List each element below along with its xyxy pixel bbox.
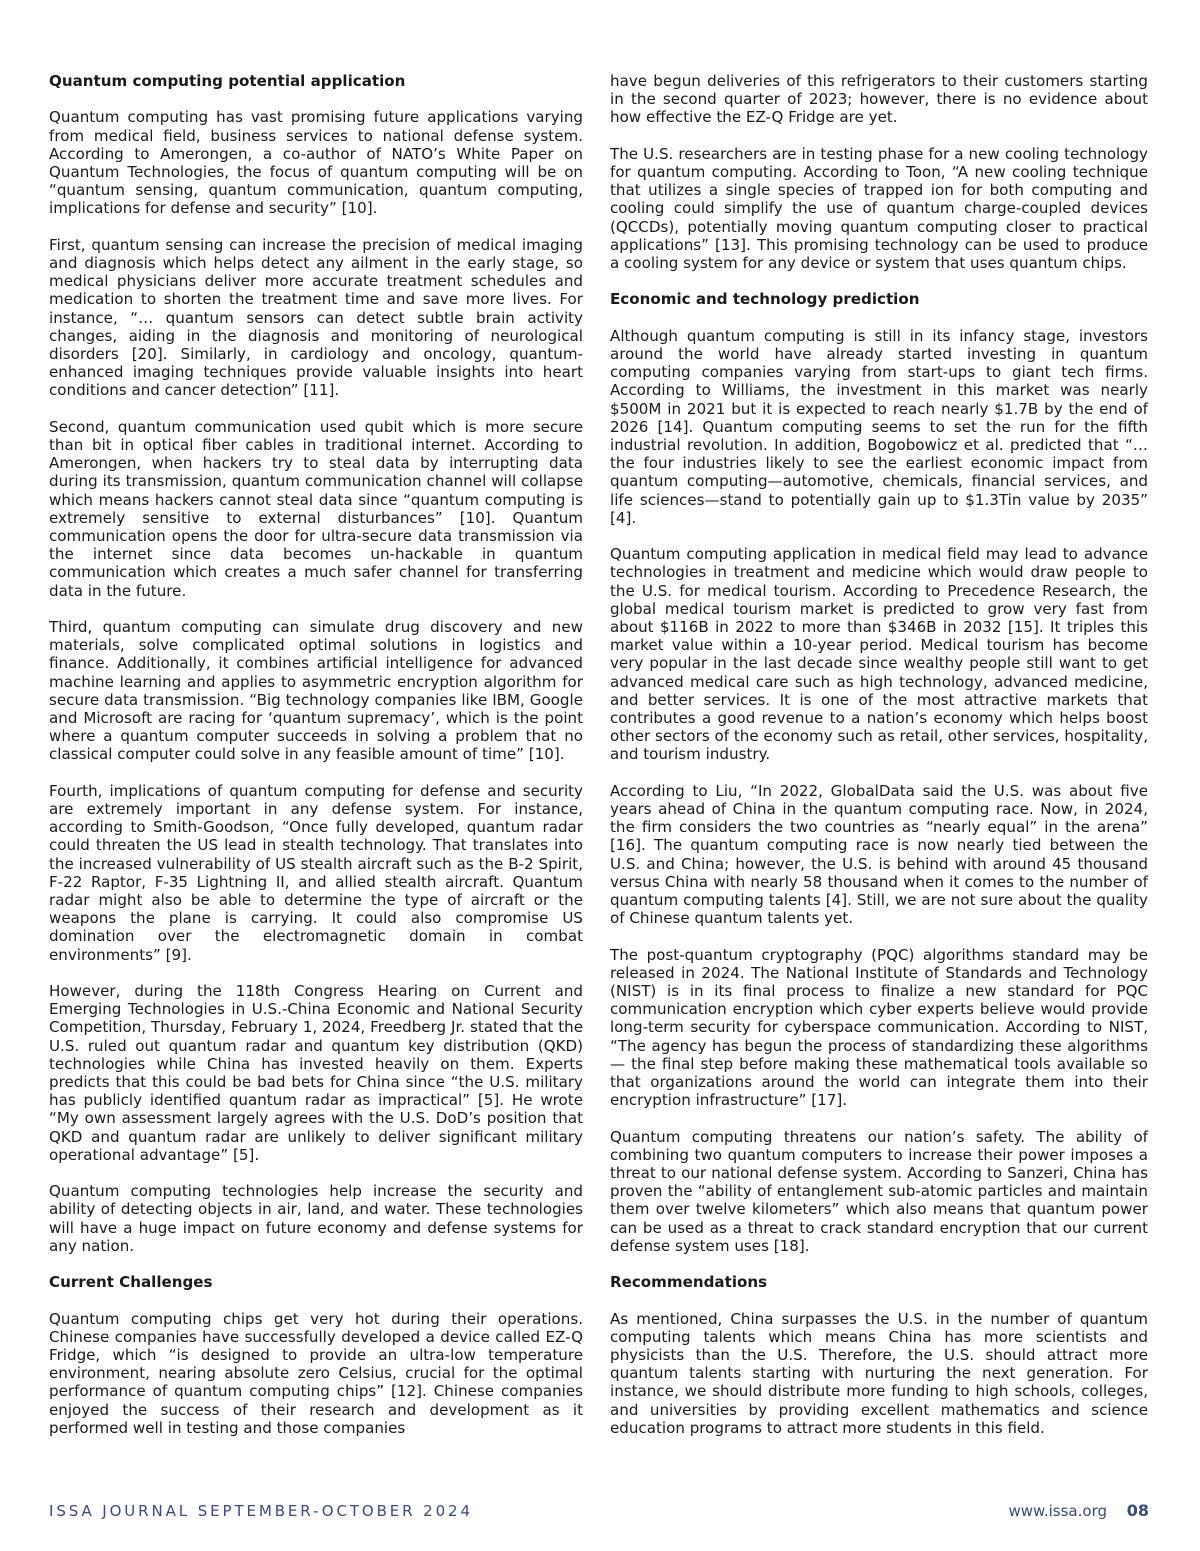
- paragraph: have begun deliveries of this refrigerators to their customers starting in the second quarter of 2023; however, there is no evidence about how effective the EZ-Q Fridge are yet.: [610, 72, 1148, 127]
- paragraph: Quantum computing technologies help increase the security and ability of detecting objects in air, land, and water. These technologies will have a huge impact on future economy and defense systems for any nation.: [49, 1182, 583, 1255]
- left-column: [49, 72, 583, 1455]
- paragraph: The post-quantum cryptography (PQC) algorithms standard may be released in 2024. The National Institute of Standards and Technology (NIST) is in its final process to finalize a new standard for PQC communication encryption which cyber experts believe would provide long-term security for cyberspace communication. According to NIST, “The agency has begun the process of standardizing these algorithms — the final step before making these mathematical tools available so that organizations around the world can integrate them into their encryption infrastructure” [17].: [610, 945, 1148, 1110]
- paragraph: Third, quantum computing can simulate drug discovery and new materials, solve complicated optimal solutions in logistics and finance. Additionally, it combines artificial intelligence for advanced machine learning and applies to asymmetric encryption algorithm for secure data transmission. “Big technology companies like IBM, Google and Microsoft are racing for ‘quantum supremacy’, which is the point where a quantum computer succeeds in solving a problem that no classical computer could solve in any feasible amount of time” [10].: [49, 618, 583, 764]
- page-footer: [49, 1502, 1149, 1524]
- journal-title: ISSA JOURNAL SEPTEMBER-OCTOBER 2024: [49, 1502, 473, 1520]
- paragraph: Quantum computing application in medical field may lead to advance technologies in treatment and medicine which would draw people to the U.S. for medical tourism. According to Precedence Research, the global medical tourism market is predicted to grow very fast from about $116B in 2022 to more than $346B in 2032 [15]. It triples this market value within a 10-year period. Medical tourism has become very popular in the last decade since wealthy people still want to get advanced medical care such as high technology, advanced medicine, and better services. It is one of the most attractive markets that contributes a good revenue to a nation’s economy which helps boost other sectors of the economy such as retail, other services, hospitality, and tourism industry.: [610, 545, 1148, 764]
- paragraph: Quantum computing chips get very hot during their operations. Chinese companies have successfully developed a device called EZ-Q Fridge, which “is designed to provide an ultra-low temperature environment, nearing absolute zero Celsius, crucial for the optimal performance of quantum computing chips” [12]. Chinese companies enjoyed the success of their research and development as it performed well in testing and those companies: [49, 1309, 583, 1437]
- section-heading-challenges: Current Challenges: [49, 1273, 213, 1292]
- paragraph: First, quantum sensing can increase the precision of medical imaging and diagnosis which helps detect any ailment in the early stage, so medical physicians deliver more accurate treatment schedules and medication to shorten the treatment time and save more lives. For instance, “… quantum sensors can detect subtle brain activity changes, aiding in the diagnosis and monitoring of neurological disorders [20]. Similarly, in cardiology and oncology, quantum-enhanced imaging techniques provide valuable insights into heart conditions and cancer detection” [11].: [49, 235, 583, 400]
- paragraph: Second, quantum communication used qubit which is more secure than bit in optical fiber cables in traditional internet. According to Amerongen, when hackers try to steal data by interrupting data during its transmission, quantum communication channel will collapse which means hackers cannot steal data since “quantum computing is extremely sensitive to external disturbances” [10]. Quantum communication opens the door for ultra-secure data transmission via the internet since data becomes un-hackable in quantum communication which creates a much safer channel for transferring data in the future.: [49, 417, 583, 600]
- paragraph: Fourth, implications of quantum computing for defense and security are extremely important in any defense system. For instance, according to Smith-Goodson, “Once fully developed, quantum radar could threaten the US lead in stealth technology. That translates into the increased vulnerability of US stealth aircraft such as the B-2 Spirit, F-22 Raptor, F-35 Lightning II, and allied stealth aircraft. Quantum radar might also be able to determine the type of aircraft or the weapons the plane is carrying. It could also compromise US domination over the electromagnetic domain in combat environments” [9].: [49, 781, 583, 964]
- page-number: 08: [1126, 1501, 1149, 1520]
- section-heading-economic: Economic and technology prediction: [610, 290, 920, 309]
- section-heading-recommendations: Recommendations: [610, 1273, 768, 1292]
- paragraph: The U.S. researchers are in testing phase for a new cooling technology for quantum computing. According to Toon, “A new cooling technique that utilizes a single species of trapped ion for both computing and cooling could simplify the use of quantum charge-coupled devices (QCCDs), potentially moving quantum computing closer to practical applications” [13]. This promising technology can be used to produce a cooling system for any device or system that uses quantum chips.: [610, 144, 1148, 273]
- paragraph: However, during the 118th Congress Hearing on Current and Emerging Technologies in U.S.-China Economic and National Security Competition, Thursday, February 1, 2024, Freedberg Jr. stated that the U.S. ruled out quantum radar and quantum key distribution (QKD) technologies while China has invested heavily on them. Experts predicts that this could be bad bets for China since “the U.S. military has publicly identified quantum radar as impractical” [5]. He wrote “My own assessment largely agrees with the U.S. DoD’s position that QKD and quantum radar are unlikely to deliver significant military operational advantage” [5].: [49, 982, 583, 1164]
- paragraph: As mentioned, China surpasses the U.S. in the number of quantum computing talents which means China has more scientists and physicists than the U.S. Therefore, the U.S. should attract more quantum talents starting with nurturing the next generation. For instance, we should distribute more funding to high schools, colleges, and universities by providing excellent mathematics and science education programs to attract more students in this field.: [610, 1309, 1148, 1437]
- right-column: [610, 72, 1148, 1455]
- website-link[interactable]: www.issa.org: [1008, 1502, 1107, 1520]
- paragraph: Although quantum computing is still in its infancy stage, investors around the world have already started investing in quantum computing companies varying from start-ups to giant tech firms. According to Williams, the investment in this market was nearly $500M in 2021 but it is expected to reach nearly $1.7B by the end of 2026 [14]. Quantum computing seems to set the run for the fifth industrial revolution. In addition, Bogobowicz et al. predicted that “… the four industries likely to see the earliest economic impact from quantum computing—automotive, chemicals, financial services, and life sciences—stand to potentially gain up to $1.3Tin value by 2035” [4].: [610, 326, 1148, 527]
- paragraph: According to Liu, “In 2022, GlobalData said the U.S. was about five years ahead of China in the quantum computing race. Now, in 2024, the firm considers the two countries as “nearly equal” in the arena” [16]. The quantum computing race is now nearly tied between the U.S. and China; however, the U.S. is behind with around 45 thousand versus China with nearly 58 thousand when it comes to the number of quantum computing talents [4]. Still, we are not sure about the quality of Chinese quantum talents yet.: [610, 781, 1148, 928]
- paragraph: Quantum computing threatens our nation’s safety. The ability of combining two quantum computers to increase their power imposes a threat to our national defense system. According to Sanzeri, China has proven the “ability of entanglement sub-atomic particles and maintain them over twelve kilometers” which also means that quantum power can be used as a threat to crack standard encryption that our current defense system uses [18].: [610, 1127, 1148, 1255]
- paragraph: Quantum computing has vast promising future applications varying from medical field, business services to national defense system. According to Amerongen, a co-author of NATO’s White Paper on Quantum Technologies, the focus of quantum computing will be on “quantum sensing, quantum communication, quantum computing, implications for defense and security” [10].: [49, 108, 583, 218]
- section-heading-applications: Quantum computing potential application: [49, 72, 406, 90]
